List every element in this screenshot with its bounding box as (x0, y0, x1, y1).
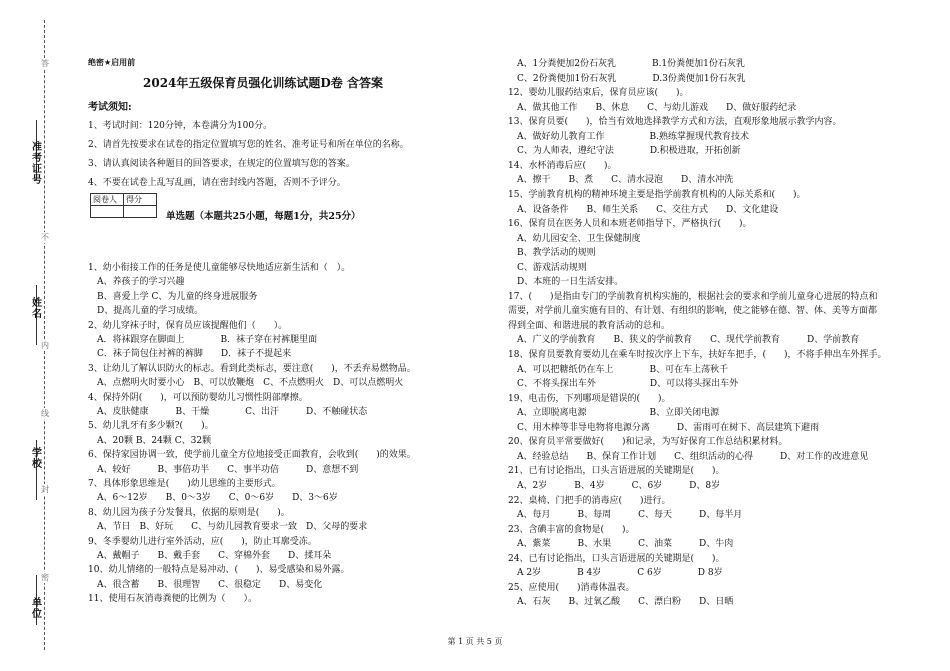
answer-options: A、养孩子的学习兴趣 (88, 277, 185, 288)
question-line: 19、电击伤，下列哪项是错误的( )。 (508, 393, 671, 404)
score-blank (124, 206, 157, 218)
score-box (90, 193, 157, 218)
answer-options: C、为人师表，遵纪守法 D.积极进取，开拓创新 (508, 146, 741, 157)
question-line: 13、保育员要( )，恰当有效地选择教学方式和方法，直观形象地展示教学内容。 (508, 117, 842, 128)
answer-options: A、点燃明火时要小心 B、可以放鞭炮 C、不点燃明火 D、可以点燃明火 (88, 378, 404, 389)
answer-options: A、2岁 B、4岁 C、6岁 D、8岁 (508, 480, 721, 491)
question-line: 3、让幼儿了解认识防火的标志。看到此类标志，要注意( )，不丢弃易燃物品。 (88, 363, 416, 374)
label-exam-number: 准考证号 (32, 142, 42, 186)
question-line: 11、使用石灰消毒粪便的比例为（ ）。 (88, 594, 257, 605)
question-line: 8、幼儿园为孩子分发餐具，依据的原则是( )。 (88, 507, 290, 518)
section-heading: 单选题（本题共25小题，每题1分，共25分） (166, 211, 361, 222)
seal-mark: 封 (41, 485, 49, 494)
question-line: 23、含碘丰富的食物是( )。 (508, 524, 635, 535)
seal-mark: 线 (41, 409, 49, 418)
exam-title: 2024年五级保育员强化训练试题D卷 含答案 (143, 76, 383, 90)
notice-item: 3、请认真阅读各种题目的回答要求，在规定的位置填写您的答案。 (88, 159, 355, 169)
question-line: 20、保育员平常要做好( )和记录，为写好保育工作总结积累材料。 (508, 437, 788, 448)
notice-item: 1、考试时间：120分钟，本卷满分为100分。 (88, 121, 273, 131)
answer-options: A、做其他工作 B、休息 C、与幼儿游戏 D、做好服药纪录 (508, 102, 797, 113)
question-line: 得到全面、和谐进展的教育活动的总和。 (508, 320, 671, 331)
question-line: 15、学前教育机构的精神环境主要是指学前教育机构的人际关系和( )。 (508, 189, 806, 200)
seal-mark: 内 (41, 341, 49, 350)
question-line: 21、已有讨论指出，口头言语进展的关键期是( )。 (508, 466, 725, 477)
answer-options: C、2份粪便加1份石灰乳 D.3份粪便加1份石灰乳 (508, 73, 746, 84)
question-line: 17、( )是指由专门的学前教育机构实施的，根据社会的要求和学前儿童身心进展的特点和 (508, 291, 878, 302)
seal-mark: 不 (41, 233, 49, 242)
answer-options: A、可以把糖纸仍在车上 B、可在车上荡秋千 (508, 364, 729, 375)
question-line: 12、婴幼儿服药结束后，保育员应该( )。 (508, 88, 689, 99)
answer-options: A、紫菜 B、水果 C、油菜 D、牛肉 (508, 539, 734, 550)
question-line: 9、冬季婴幼儿进行室外活动，应( )，防止耳廓受冻。 (88, 536, 317, 547)
answer-options: A、皮肤健康 B、干燥 C、出汗 D、不触碰状态 (88, 407, 368, 417)
answer-options: D、提高儿童的学习成绩。 (88, 306, 204, 317)
question-line: 2、幼儿穿袜子时，保育员应该提醒他们（ ）。 (88, 320, 288, 331)
question-line: 25、应使用( )消毒体温表。 (508, 582, 635, 593)
answer-options: A、广义的学前教育 B、狭义的学前教育 C、现代学前教育 D、学前教育 (508, 335, 860, 346)
grader-blank (91, 206, 124, 218)
answer-options: A、较好 B、事倍功半 C、事半功倍 D、意想不到 (88, 464, 359, 475)
answer-options: A、经验总结 B、保育工作计划 C、组织活动的心得 D、对工作的改进意见 (508, 451, 869, 462)
question-line: 4、保持外阴( )，可以预防婴幼儿习惯性阴部摩擦。 (88, 392, 308, 403)
answer-options: C、游戏活动规则 (508, 262, 587, 273)
answer-options: C、不将头探出车外 D、可以将头探出车外 (508, 379, 739, 390)
answer-options: B、教学活动的规则 (508, 248, 596, 259)
answer-options: A 2岁 B 4岁 C 6岁 D 8岁 (508, 568, 723, 579)
seal-line (44, 20, 45, 650)
secret-label: 绝密★启用前 (88, 58, 136, 67)
notice-item: 4、不要在试卷上乱写乱画，请在密封线内答题，否则不予评分。 (88, 178, 346, 188)
label-unit: 单位 (32, 598, 42, 620)
answer-options: A、戴帽子 B、戴手套 C、穿棉外套 D、揉耳朵 (88, 551, 332, 561)
question-line: 18、保育员要教育要幼儿在乘车时按次序上下车，扶好车把手，( )，不将手伸出车外挥手。 (508, 350, 887, 360)
answer-options: A、幼儿园安全、卫生保健制度 (508, 233, 641, 244)
answer-options: A、立即脱离电源 B、立即关闭电源 (508, 408, 720, 419)
seal-mark: 密 (41, 573, 49, 582)
score-cell: 得分 (124, 194, 157, 206)
label-name: 姓名 (32, 298, 42, 320)
notice-item: 2、请首先按要求在试卷的指定位置填写您的姓名、准考证号和所在单位的名称。 (88, 140, 409, 150)
answer-options: C．袜子筒包住衬裤的裤脚 D．袜子不提起来 (88, 349, 292, 360)
question-line: 14、水杯消毒后应( )。 (508, 160, 617, 171)
question-line: 24、已有讨论指出，口头言语进展的关键期是( )。 (508, 553, 725, 564)
question-line: 10、幼儿情绪的一般特点是易冲动、( )、易受感染和易外露。 (88, 565, 350, 576)
question-line: 5、幼儿乳牙有多少颗?( )。 (88, 421, 214, 432)
answer-options: A、做好幼儿教育工作 B.熟练掌握现代教育技术 (508, 131, 749, 142)
answer-options: D、本班的一日生活安排。 (508, 277, 624, 288)
answer-options: A、6～12岁 B、0～3岁 C、0～6岁 D、3～6岁 (88, 493, 338, 504)
question-line: 22、桌椅、门把手的消毒应( )进行。 (508, 495, 671, 506)
answer-options: A、20颗 B、24颗 C、32颗 (88, 435, 212, 446)
label-school: 学校 (32, 448, 42, 470)
answer-options: A、擦干 B、煮 C、清水浸泡 D、清水冲洗 (508, 175, 734, 186)
answer-options: C、用木棒等非导电物将电源分离 D、雷雨可在树下、高层建筑下避雨 (508, 422, 820, 433)
answer-options: A、每月 B、每周 C、每天 D、每半月 (508, 510, 743, 521)
question-line: 6、保持家园协调一致，使学前儿童全方位地接受正面教育，会收到( )的效果。 (88, 450, 416, 461)
answer-options: A、1分粪便加2份石灰乳 B.1份粪便加1份石灰乳 (508, 59, 745, 69)
grader-cell: 阅卷人 (91, 194, 124, 206)
question-line: 7、具体形象思维是( )幼儿思维的主要形式。 (88, 479, 281, 489)
notice-heading: 考试须知: (88, 102, 132, 113)
page-footer: 第 1 页 共 5 页 (447, 637, 503, 646)
answer-options: A、设备条件 B、师生关系 C、交往方式 D、文化建设 (508, 204, 779, 215)
answer-options: A．将袜跟穿在脚面上 B．袜子穿在衬裤腿里面 (88, 335, 318, 345)
answer-options: A、石灰 B、过氧乙酸 C、漂白粉 D、日晒 (508, 597, 734, 608)
binding-margin (0, 0, 70, 671)
question-line: 需要，对学前儿童实施有目的、有计划、有组织的影响，使之能够在德、智、体、美等方面都 (508, 306, 878, 317)
answer-options: A、节日 B、好玩 C、与幼儿园教育要求一致 D、父母的要求 (88, 522, 368, 533)
question-line: 1、幼小衔接工作的任务是使儿童能够尽快地适应新生活和（ ）。 (88, 263, 351, 273)
question-line: 16、保育员在医务人员和本班老师指导下，严格执行( )。 (508, 219, 752, 230)
seal-mark: 答 (41, 59, 49, 68)
answer-options: B、喜爱上学 C、为儿童的终身进展服务 (88, 291, 258, 302)
answer-options: A、很含蓄 B、很理智 C、很稳定 D、易变化 (88, 579, 323, 590)
